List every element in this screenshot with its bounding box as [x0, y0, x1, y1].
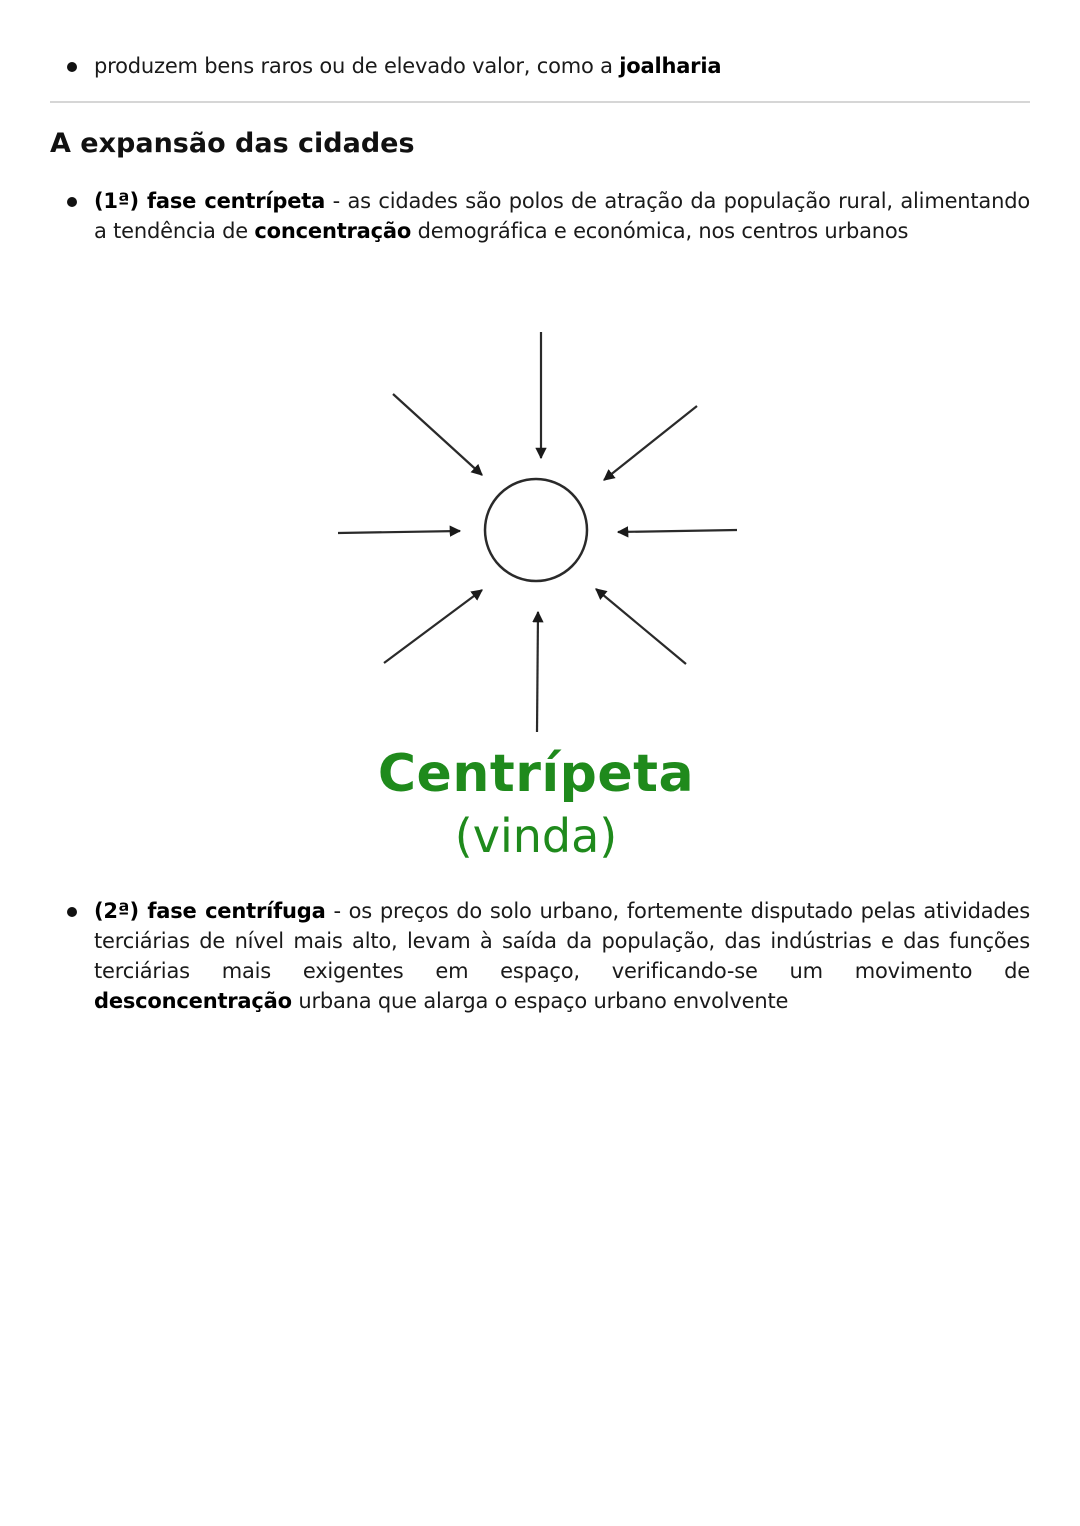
- phase-label: (2ª) fase centrífuga: [94, 899, 326, 923]
- section-heading: A expansão das cidades: [50, 128, 415, 159]
- diagram-title: Centrípeta: [377, 744, 695, 804]
- list-item-centrifuga: [50, 896, 1030, 1016]
- bullet-icon: [67, 907, 77, 917]
- section-divider: [50, 101, 1030, 103]
- phase-keyword: concentração: [254, 219, 412, 243]
- bullet-list-phase-2: [50, 896, 1030, 1016]
- arrow-right-icon: [618, 530, 737, 532]
- arrow-bottom-left-icon: [384, 590, 482, 663]
- list-item-bold: joalharia: [619, 54, 722, 78]
- bullet-icon: [67, 197, 77, 207]
- list-item-text: produzem bens raros ou de elevado valor, como a: [94, 54, 620, 78]
- arrow-bottom-right-icon: [596, 589, 686, 664]
- arrow-bottom-icon: [537, 612, 538, 732]
- diagram-subtitle: (vinda): [454, 809, 618, 863]
- bullet-icon: [67, 62, 77, 72]
- phase-label: (1ª) fase centrípeta: [94, 189, 326, 213]
- centripetal-diagram: [330, 325, 750, 745]
- list-item-centripeta: [50, 186, 1030, 246]
- phase-text-end: demográfica e económica, nos centros urbanos: [411, 219, 909, 243]
- bullet-list-phase-1: [50, 186, 1030, 246]
- phase-keyword: desconcentração: [94, 989, 292, 1013]
- phase-text: - as cidades são polos de atração da população rural, alimentando a tendência de: [94, 189, 1030, 243]
- list-item-joalharia: [50, 51, 1030, 81]
- arrow-top-left-icon: [393, 394, 482, 475]
- phase-text: - os preços do solo urbano, fortemente disputado pelas atividades terciárias de nível mais alto, levam à saída da população, das indústrias e das funções terciárias mais exigentes em espaço, verificando-se um movimento de: [94, 899, 1030, 983]
- bullet-list-previous: [50, 51, 1030, 81]
- arrow-top-right-icon: [604, 406, 697, 480]
- phase-text-end: urbana que alarga o espaço urbano envolvente: [291, 989, 789, 1013]
- city-center-circle: [485, 479, 587, 581]
- arrow-left-icon: [338, 531, 460, 533]
